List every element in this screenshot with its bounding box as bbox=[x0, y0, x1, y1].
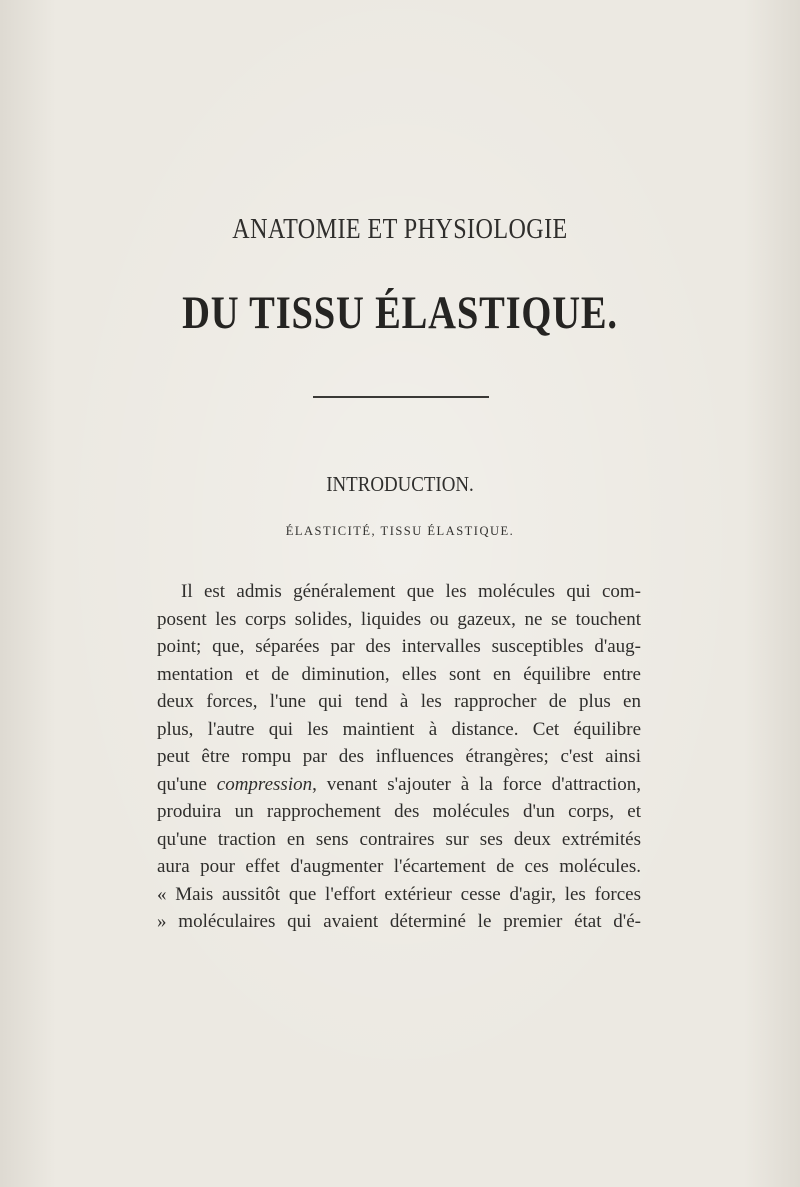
body-line: peut être rompu par des influences étrangères; c'est ainsi bbox=[157, 746, 641, 767]
body-line: deux forces, l'une qui tend à les rapprocher de plus en bbox=[157, 691, 641, 712]
section-subheading: ÉLASTICITÉ, TISSU ÉLASTIQUE. bbox=[285, 524, 515, 538]
emphasized-term: compression bbox=[216, 773, 313, 795]
body-line: qu'une traction en sens contraires sur ses deux extrémités bbox=[157, 828, 641, 850]
section-heading: INTRODUCTION. bbox=[326, 472, 474, 496]
body-line: aura pour effet d'augmenter l'écartement de ces molécules. bbox=[157, 856, 641, 877]
body-paragraph bbox=[157, 578, 641, 936]
body-line: point; que, séparées par des intervalles susceptibles d'aug- bbox=[157, 636, 641, 657]
body-line: Il est admis généralement que les molécules qui com- bbox=[181, 581, 641, 602]
title-line-1: ANATOMIE ET PHYSIOLOGIE bbox=[232, 214, 568, 245]
body-line: produira un rapprochement des molécules d'un corps, et bbox=[157, 801, 641, 822]
body-line: mentation et de diminution, elles sont en équilibre entre bbox=[157, 663, 641, 685]
body-line: plus, l'autre qui les maintient à distance. Cet équilibre bbox=[157, 718, 641, 740]
body-line-segment: , venant s'ajouter à la force d'attraction, bbox=[312, 773, 642, 795]
body-line: » moléculaires qui avaient déterminé le premier état d'é- bbox=[157, 911, 641, 932]
body-line-segment: qu'une bbox=[157, 773, 207, 795]
body-line: « Mais aussitôt que l'effort extérieur cesse d'agir, les forces bbox=[157, 883, 641, 905]
title-line-2: DU TISSU ÉLASTIQUE. bbox=[182, 287, 618, 339]
body-line: posent les corps solides, liquides ou gazeux, ne se touchent bbox=[157, 608, 641, 630]
title-divider bbox=[313, 396, 489, 398]
body-line-with-emphasis bbox=[157, 771, 641, 799]
